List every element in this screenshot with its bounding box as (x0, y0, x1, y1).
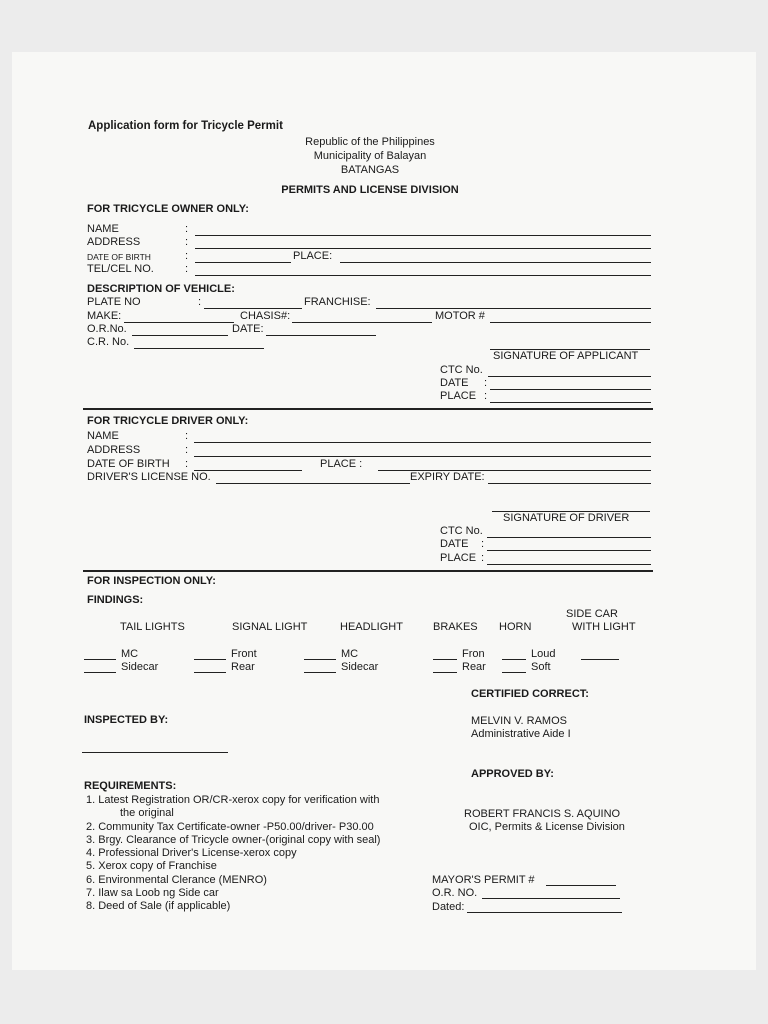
requirement-item: 2. Community Tax Certificate-owner -P50.00/driver- P30.00 (86, 821, 374, 833)
driver-expiry-field[interactable] (488, 483, 651, 484)
chasis-field[interactable] (292, 322, 432, 323)
driver-heading: FOR TRICYCLE DRIVER ONLY: (87, 415, 249, 427)
brakes-rear-label: Rear (462, 661, 486, 673)
colon: : (185, 250, 189, 262)
applicant-place-field[interactable] (490, 402, 651, 403)
mayor-dated-label: Dated: (432, 901, 465, 913)
chasis-label: CHASIS#: (240, 310, 291, 322)
applicant-date-field[interactable] (490, 389, 651, 390)
mayors-permit-field[interactable] (546, 885, 616, 886)
signal-rear-label: Rear (231, 661, 255, 673)
horn-loud-check[interactable] (502, 659, 526, 660)
side-car-header: SIDE CAR (566, 608, 618, 620)
driver-place-field-sig[interactable] (487, 564, 651, 565)
brakes-header: BRAKES (433, 621, 478, 633)
certified-label: CERTIFIED CORRECT: (471, 688, 589, 700)
or-no-field[interactable] (132, 335, 228, 336)
applicant-ctc-field[interactable] (488, 376, 651, 377)
requirement-item: 4. Professional Driver's License-xerox copy (86, 847, 297, 859)
colon: : (484, 377, 488, 389)
head-sidecar-check[interactable] (304, 672, 336, 673)
inspected-by-label: INSPECTED BY: (84, 714, 169, 726)
colon: : (185, 430, 189, 442)
tail-mc-check[interactable] (84, 659, 116, 660)
republic-line: Republic of the Philippines (305, 136, 435, 148)
colon: : (481, 552, 485, 564)
form-title: Application form for Tricycle Permit (88, 120, 283, 132)
mayor-or-no-label: O.R. NO. (432, 887, 478, 899)
requirements-heading: REQUIREMENTS: (84, 780, 177, 792)
driver-date-field[interactable] (487, 550, 651, 551)
requirement-item: 5. Xerox copy of Franchise (86, 860, 217, 872)
certified-name: MELVIN V. RAMOS (471, 715, 567, 727)
mayor-or-no-field[interactable] (482, 898, 620, 899)
approver-name: ROBERT FRANCIS S. AQUINO (464, 808, 621, 820)
franchise-field[interactable] (376, 308, 651, 309)
signal-front-check[interactable] (194, 659, 226, 660)
inspection-heading: FOR INSPECTION ONLY: (87, 575, 216, 587)
vehicle-date-field[interactable] (266, 335, 376, 336)
owner-telcel-label: TEL/CEL NO. (87, 263, 154, 275)
owner-heading: FOR TRICYCLE OWNER ONLY: (87, 203, 249, 215)
tail-sidecar-label: Sidecar (121, 661, 159, 673)
colon: : (185, 444, 189, 456)
requirement-item: 6. Environmental Clerance (MENRO) (86, 874, 267, 886)
requirement-item: 3. Brgy. Clearance of Tricycle owner-(original copy with seal) (86, 834, 381, 846)
signal-front-label: Front (231, 648, 257, 660)
driver-date-label: DATE (440, 538, 469, 550)
head-mc-check[interactable] (304, 659, 336, 660)
with-light-header: WITH LIGHT (572, 621, 636, 633)
plate-field[interactable] (204, 308, 302, 309)
certified-title: Administrative Aide I (471, 728, 571, 740)
section-divider (83, 570, 653, 572)
requirement-item: 7. Ilaw sa Loob ng Side car (86, 887, 219, 899)
division-title: PERMITS AND LICENSE DIVISION (281, 184, 459, 196)
motor-field[interactable] (490, 322, 651, 323)
owner-name-field[interactable] (195, 235, 651, 236)
horn-soft-check[interactable] (502, 672, 526, 673)
municipality-line: Municipality of Balayan (313, 150, 427, 162)
vehicle-date-label: DATE: (232, 323, 264, 335)
driver-address-field[interactable] (194, 456, 651, 457)
approved-label: APPROVED BY: (471, 768, 554, 780)
applicant-signature-label: SIGNATURE OF APPLICANT (493, 350, 639, 362)
driver-license-field[interactable] (216, 483, 410, 484)
brakes-rear-check[interactable] (433, 672, 457, 673)
owner-address-field[interactable] (195, 248, 651, 249)
side-car-light-check[interactable] (581, 659, 619, 660)
or-no-label: O.R.No. (87, 323, 127, 335)
head-mc-label: MC (341, 648, 359, 660)
colon: : (185, 263, 189, 275)
approver-title: OIC, Permits & License Division (469, 821, 625, 833)
colon: : (185, 236, 189, 248)
driver-address-label: ADDRESS (87, 444, 141, 456)
vehicle-heading: DESCRIPTION OF VEHICLE: (87, 283, 235, 295)
colon: : (185, 223, 189, 235)
tail-lights-header: TAIL LIGHTS (120, 621, 185, 633)
applicant-date-label: DATE (440, 377, 469, 389)
mayors-permit-label: MAYOR'S PERMIT # (432, 874, 535, 886)
mayor-dated-field[interactable] (467, 912, 622, 913)
make-field[interactable] (124, 322, 234, 323)
owner-address-label: ADDRESS (87, 236, 141, 248)
owner-place-label: PLACE: (293, 250, 333, 262)
colon: : (198, 296, 202, 308)
headlight-header: HEADLIGHT (340, 621, 403, 633)
cr-no-label: C.R. No. (87, 336, 130, 348)
tail-sidecar-check[interactable] (84, 672, 116, 673)
horn-header: HORN (499, 621, 532, 633)
driver-ctc-field[interactable] (487, 537, 651, 538)
driver-dob-label: DATE OF BIRTH (87, 458, 170, 470)
motor-label: MOTOR # (435, 310, 485, 322)
driver-name-field[interactable] (194, 442, 651, 443)
driver-place-label: PLACE : (320, 458, 363, 470)
driver-ctc-label: CTC No. (440, 525, 483, 537)
applicant-ctc-label: CTC No. (440, 364, 483, 376)
driver-license-label: DRIVER'S LICENSE NO. (87, 471, 211, 483)
section-divider (83, 408, 653, 410)
driver-name-label: NAME (87, 430, 119, 442)
requirement-item: 1. Latest Registration OR/CR-xerox copy for verification with (86, 794, 380, 806)
tail-mc-label: MC (121, 648, 139, 660)
findings-label: FINDINGS: (87, 594, 144, 606)
owner-place-field[interactable] (340, 262, 651, 263)
colon: : (481, 538, 485, 550)
requirement-item: 8. Deed of Sale (if applicable) (86, 900, 231, 912)
inspected-by-signature-line[interactable] (82, 752, 228, 753)
plate-label: PLATE NO (87, 296, 141, 308)
head-sidecar-label: Sidecar (341, 661, 379, 673)
brakes-front-check[interactable] (433, 659, 457, 660)
owner-name-label: NAME (87, 223, 119, 235)
province-line: BATANGAS (340, 164, 400, 176)
owner-dob-label: DATE OF BIRTH (87, 252, 151, 262)
driver-place-label-sig: PLACE (440, 552, 477, 564)
applicant-place-label: PLACE (440, 390, 477, 402)
colon: : (185, 458, 189, 470)
brakes-front-label: Fron (462, 648, 485, 660)
requirement-item: the original (120, 807, 174, 819)
owner-telcel-field[interactable] (195, 275, 651, 276)
driver-expiry-label: EXPIRY DATE: (410, 471, 485, 483)
horn-loud-label: Loud (531, 648, 556, 660)
signal-light-header: SIGNAL LIGHT (232, 621, 308, 633)
cr-no-field[interactable] (134, 348, 264, 349)
signal-rear-check[interactable] (194, 672, 226, 673)
owner-dob-field[interactable] (195, 262, 291, 263)
colon: : (484, 390, 488, 402)
driver-signature-label: SIGNATURE OF DRIVER (503, 512, 630, 524)
franchise-label: FRANCHISE: (304, 296, 371, 308)
make-label: MAKE: (87, 310, 122, 322)
horn-soft-label: Soft (531, 661, 551, 673)
